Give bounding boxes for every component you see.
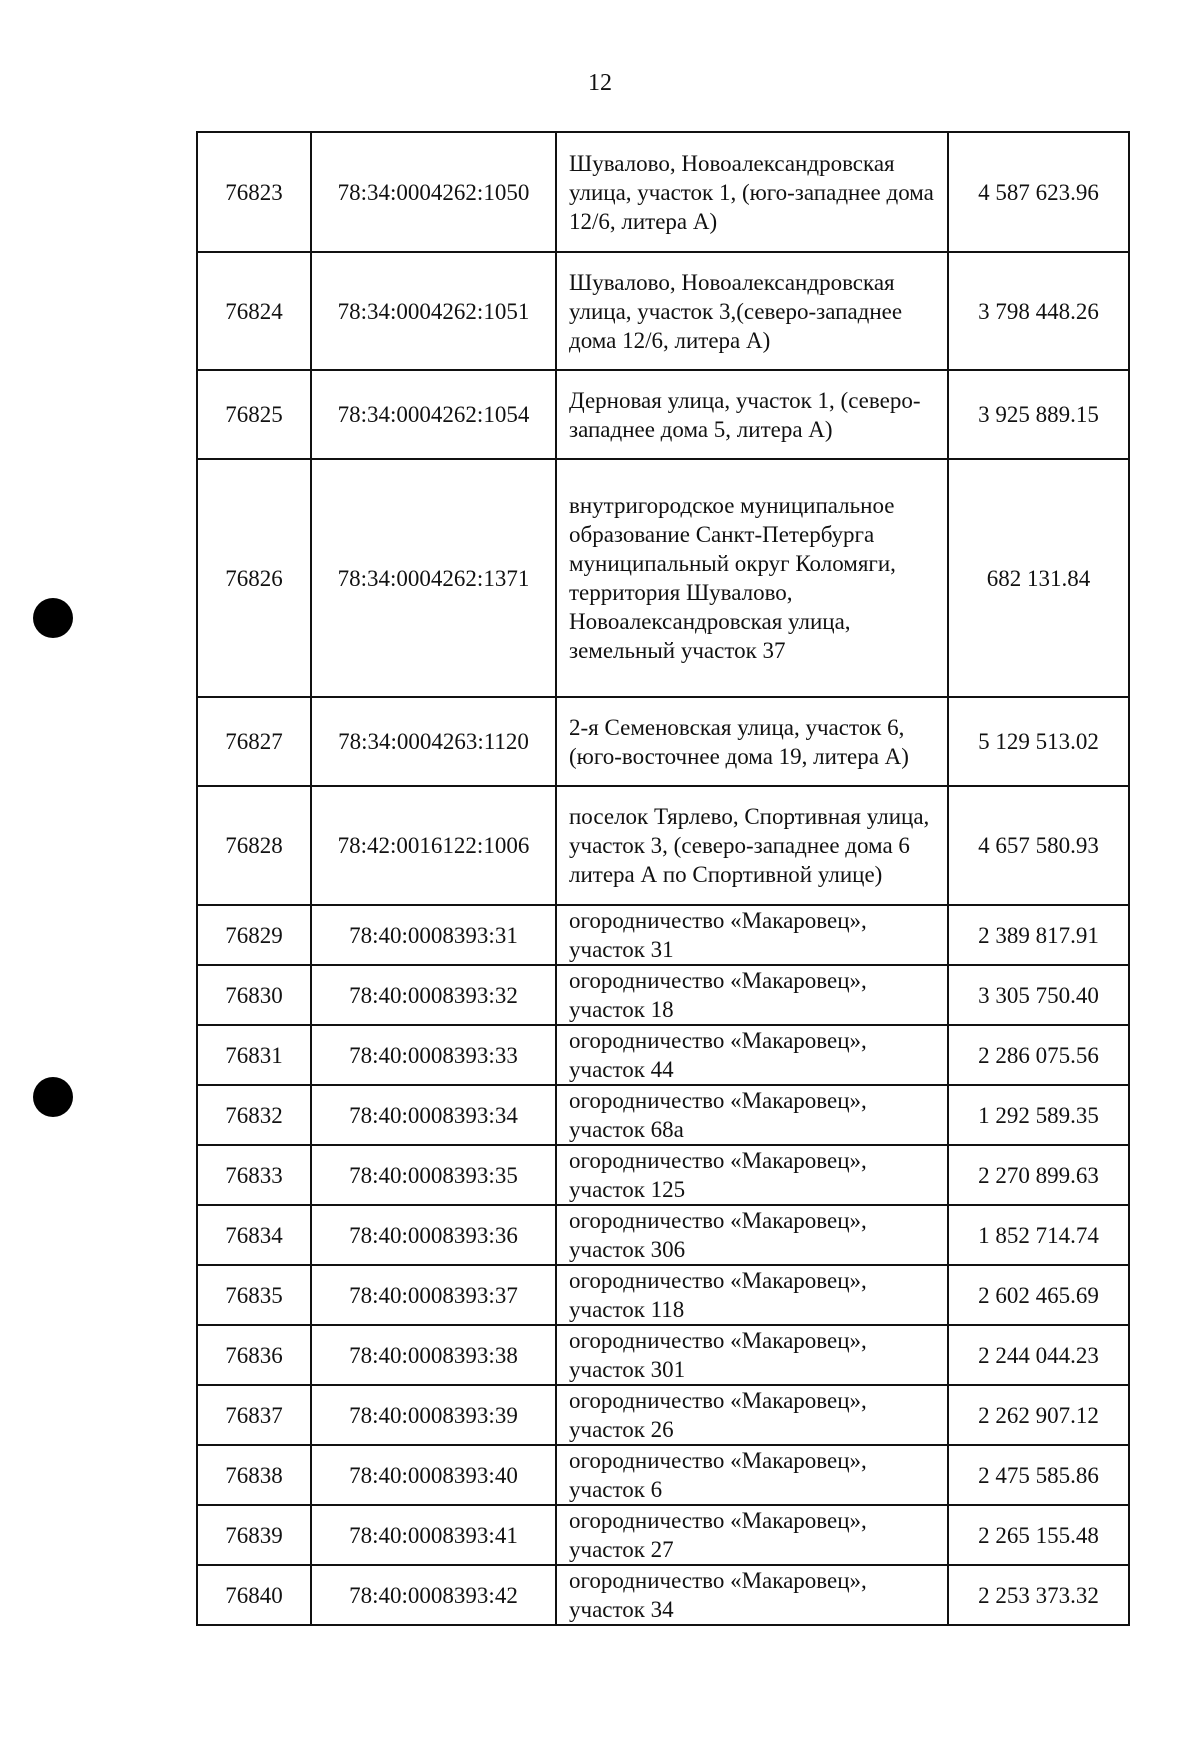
cadastral-number-cell: 78:40:0008393:32 — [311, 965, 556, 1025]
table-row — [197, 1445, 1129, 1505]
cadastral-number-cell: 78:42:0016122:1006 — [311, 786, 556, 905]
table-row — [197, 1385, 1129, 1445]
record-number-cell: 76832 — [197, 1085, 311, 1145]
cadastral-value-cell: 2 265 155.48 — [948, 1505, 1129, 1565]
record-number-cell: 76840 — [197, 1565, 311, 1625]
address-cell: Шувалово, Новоалександровская улица, участок 1, (юго-западнее дома 12/6, литера А) — [556, 132, 948, 252]
cadastral-value-cell: 2 262 907.12 — [948, 1385, 1129, 1445]
punch-hole-mark — [33, 598, 73, 638]
record-number-cell: 76839 — [197, 1505, 311, 1565]
record-number-cell: 76838 — [197, 1445, 311, 1505]
cadastral-value-cell: 3 798 448.26 — [948, 252, 1129, 370]
cadastral-number-cell: 78:34:0004262:1051 — [311, 252, 556, 370]
address-cell: огородничество «Макаровец», участок 118 — [556, 1265, 948, 1325]
table-row — [197, 1265, 1129, 1325]
address-cell: поселок Тярлево, Спортивная улица, участок 3, (северо-западнее дома 6 литера А по Спортивной улице) — [556, 786, 948, 905]
record-number-cell: 76836 — [197, 1325, 311, 1385]
address-cell: Дерновая улица, участок 1, (северо-западнее дома 5, литера А) — [556, 370, 948, 459]
cadastral-number-cell: 78:40:0008393:31 — [311, 905, 556, 965]
land-plot-table — [196, 131, 1130, 1626]
record-number-cell: 76837 — [197, 1385, 311, 1445]
record-number-cell: 76834 — [197, 1205, 311, 1265]
cadastral-value-cell: 2 244 044.23 — [948, 1325, 1129, 1385]
cadastral-value-cell: 4 587 623.96 — [948, 132, 1129, 252]
cadastral-value-cell: 2 253 373.32 — [948, 1565, 1129, 1625]
cadastral-value-cell: 3 925 889.15 — [948, 370, 1129, 459]
record-number-cell: 76828 — [197, 786, 311, 905]
cadastral-value-cell: 5 129 513.02 — [948, 697, 1129, 786]
address-cell: огородничество «Макаровец», участок 125 — [556, 1145, 948, 1205]
table-row — [197, 252, 1129, 370]
address-cell: 2-я Семеновская улица, участок 6, (юго-восточнее дома 19, литера А) — [556, 697, 948, 786]
cadastral-number-cell: 78:34:0004262:1050 — [311, 132, 556, 252]
cadastral-number-cell: 78:40:0008393:36 — [311, 1205, 556, 1265]
address-cell: огородничество «Макаровец», участок 306 — [556, 1205, 948, 1265]
cadastral-value-cell: 2 475 585.86 — [948, 1445, 1129, 1505]
cadastral-value-cell: 1 292 589.35 — [948, 1085, 1129, 1145]
address-cell: Шувалово, Новоалександровская улица, участок 3,(северо-западнее дома 12/6, литера А) — [556, 252, 948, 370]
record-number-cell: 76830 — [197, 965, 311, 1025]
record-number-cell: 76824 — [197, 252, 311, 370]
record-number-cell: 76831 — [197, 1025, 311, 1085]
address-cell: внутригородское муниципальное образование Санкт-Петербурга муниципальный округ Коломяги, территория Шувалово, Новоалександровская улица, земельный участок 37 — [556, 459, 948, 697]
table-row — [197, 1145, 1129, 1205]
table-row — [197, 1205, 1129, 1265]
table-row — [197, 697, 1129, 786]
record-number-cell: 76826 — [197, 459, 311, 697]
cadastral-value-cell: 3 305 750.40 — [948, 965, 1129, 1025]
table-row — [197, 1565, 1129, 1625]
table-row — [197, 1025, 1129, 1085]
table-row — [197, 370, 1129, 459]
table-row — [197, 965, 1129, 1025]
record-number-cell: 76833 — [197, 1145, 311, 1205]
address-cell: огородничество «Макаровец», участок 26 — [556, 1385, 948, 1445]
table-row — [197, 1505, 1129, 1565]
cadastral-number-cell: 78:40:0008393:39 — [311, 1385, 556, 1445]
table-row — [197, 132, 1129, 252]
record-number-cell: 76823 — [197, 132, 311, 252]
cadastral-number-cell: 78:40:0008393:40 — [311, 1445, 556, 1505]
cadastral-value-cell: 2 602 465.69 — [948, 1265, 1129, 1325]
cadastral-value-cell: 2 286 075.56 — [948, 1025, 1129, 1085]
address-cell: огородничество «Макаровец», участок 68а — [556, 1085, 948, 1145]
cadastral-number-cell: 78:34:0004262:1371 — [311, 459, 556, 697]
cadastral-number-cell: 78:40:0008393:38 — [311, 1325, 556, 1385]
address-cell: огородничество «Макаровец», участок 34 — [556, 1565, 948, 1625]
cadastral-number-cell: 78:34:0004262:1054 — [311, 370, 556, 459]
table-row — [197, 459, 1129, 697]
address-cell: огородничество «Макаровец», участок 301 — [556, 1325, 948, 1385]
cadastral-value-cell: 2 389 817.91 — [948, 905, 1129, 965]
table-row — [197, 905, 1129, 965]
record-number-cell: 76825 — [197, 370, 311, 459]
punch-hole-mark — [33, 1077, 73, 1117]
address-cell: огородничество «Макаровец», участок 44 — [556, 1025, 948, 1085]
cadastral-number-cell: 78:40:0008393:42 — [311, 1565, 556, 1625]
cadastral-number-cell: 78:34:0004263:1120 — [311, 697, 556, 786]
record-number-cell: 76829 — [197, 905, 311, 965]
cadastral-number-cell: 78:40:0008393:41 — [311, 1505, 556, 1565]
table-row — [197, 1325, 1129, 1385]
cadastral-number-cell: 78:40:0008393:37 — [311, 1265, 556, 1325]
table-body — [197, 132, 1129, 1625]
cadastral-number-cell: 78:40:0008393:33 — [311, 1025, 556, 1085]
cadastral-value-cell: 4 657 580.93 — [948, 786, 1129, 905]
page-number: 12 — [588, 70, 612, 96]
cadastral-value-cell: 2 270 899.63 — [948, 1145, 1129, 1205]
address-cell: огородничество «Макаровец», участок 27 — [556, 1505, 948, 1565]
record-number-cell: 76827 — [197, 697, 311, 786]
address-cell: огородничество «Макаровец», участок 18 — [556, 965, 948, 1025]
cadastral-value-cell: 682 131.84 — [948, 459, 1129, 697]
address-cell: огородничество «Макаровец», участок 31 — [556, 905, 948, 965]
cadastral-value-cell: 1 852 714.74 — [948, 1205, 1129, 1265]
table-row — [197, 786, 1129, 905]
cadastral-number-cell: 78:40:0008393:34 — [311, 1085, 556, 1145]
table-row — [197, 1085, 1129, 1145]
cadastral-number-cell: 78:40:0008393:35 — [311, 1145, 556, 1205]
record-number-cell: 76835 — [197, 1265, 311, 1325]
address-cell: огородничество «Макаровец», участок 6 — [556, 1445, 948, 1505]
